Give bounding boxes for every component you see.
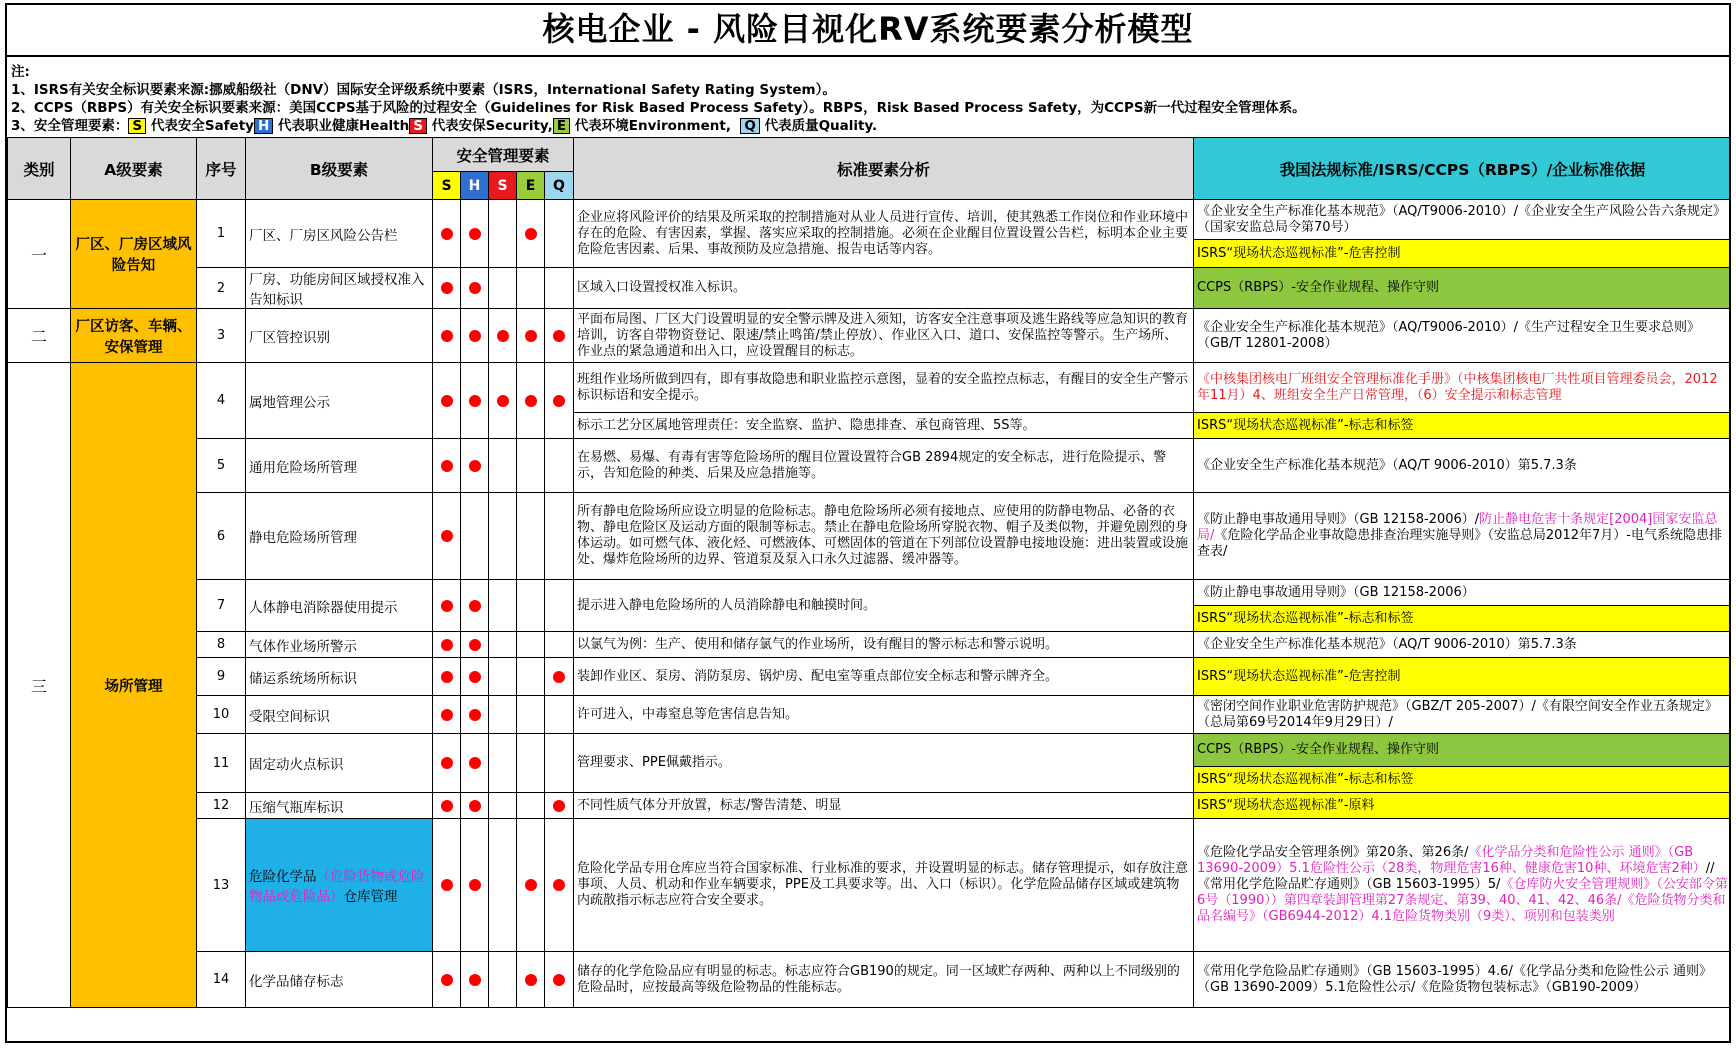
category-label: 二	[8, 309, 71, 363]
mgmt-cell	[433, 363, 461, 439]
mgmt-cell	[545, 819, 574, 952]
analysis-text: 储存的化学危险品应有明显的标志。标志应符合GB190的规定。同一区域贮存两种、两种以上不同级别的危险品时，应按最高等级危险物品的性能标志。	[574, 952, 1194, 1008]
basis-part-4: 《仓库防火安全管理规则》（公安部令第6号（1990））第四章装卸管理第27条规定、第39、40、41、42、46条/《危险货物分类和品名编号》（GB6944-2012）4.1危险货物类别（9类）、项别和包装类别	[1197, 877, 1728, 924]
mgmt-cell	[517, 309, 545, 363]
basis-text: 《中核集团核电厂班组安全管理标准化手册》（中核集团核电厂共性项目管理委员会，2012年11月）4、班组安全生产日常管理，（6）安全提示和标志管理	[1194, 363, 1731, 413]
red-dot-icon	[553, 800, 565, 812]
mgmt-cell	[461, 200, 489, 268]
basis-text: ISRS“现场状态巡视标准”-危害控制	[1194, 658, 1731, 696]
mgmt-cell	[489, 952, 517, 1008]
mgmt-cell	[545, 439, 574, 493]
red-dot-icon	[525, 228, 537, 240]
b-element: 受限空间标识	[246, 696, 433, 734]
table-row	[8, 952, 1732, 1008]
row-number: 3	[197, 309, 246, 363]
notes	[7, 57, 1729, 137]
analysis-text: 管理要求、PPE佩戴指示。	[574, 734, 1194, 793]
analysis-text: 平面布局图、厂区大门设置明显的安全警示牌及进入须知，访客安全注意事项及逃生路线等应急知识的教育培训，访客自带物资登记、限速/禁止鸣笛/禁止停放）、作业区入口、道口、安保监控等警示。生产场所、作业点的紧急通道和出入口，应设置醒目的标志。	[574, 309, 1194, 363]
legend-text-security: 代表安保Security,	[431, 118, 553, 134]
mgmt-cell	[461, 580, 489, 632]
mgmt-cell	[517, 658, 545, 696]
mgmt-cell	[545, 632, 574, 658]
table-row	[8, 363, 1732, 413]
red-dot-icon	[469, 282, 481, 294]
basis-text: 《常用化学危险品贮存通则》（GB 15603-1995）4.6/《化学品分类和危险性公示 通则》（GB 13690-2009）5.1危险性公示/《危险货物包装标志》（GB190-2009）	[1194, 952, 1731, 1008]
mgmt-cell	[517, 819, 545, 952]
table-row	[8, 793, 1732, 819]
row-number: 11	[197, 734, 246, 793]
table-row	[8, 696, 1732, 734]
red-dot-icon	[441, 330, 453, 342]
b-element-part-2: （危险货物或危险物品或危险品）	[249, 869, 425, 905]
mgmt-cell	[433, 658, 461, 696]
row-number: 14	[197, 952, 246, 1008]
red-dot-icon	[441, 395, 453, 407]
mgmt-cell	[545, 493, 574, 580]
mgmt-cell	[545, 580, 574, 632]
mgmt-cell	[517, 363, 545, 439]
legend-text-health: 代表职业健康Health	[277, 118, 410, 134]
legend-text-safety: 代表安全Safety	[150, 118, 254, 134]
red-dot-icon	[469, 460, 481, 472]
mgmt-cell	[489, 439, 517, 493]
b-element-part-3: 仓库管理	[343, 889, 398, 905]
mgmt-cell	[545, 363, 574, 439]
b-element: 压缩气瓶库标识	[246, 793, 433, 819]
table-row	[8, 580, 1732, 606]
basis-text: CCPS（RBPS）-安全作业规程、操作守则	[1194, 268, 1731, 309]
notes-line-1: 1、ISRS有关安全标识要素来源:挪威船级社（DNV）国际安全评级系统中要素（ISRS，International Safety Rating System）。	[11, 82, 836, 98]
red-dot-icon	[441, 530, 453, 542]
header-code-q: Q	[545, 172, 574, 200]
b-element: 气体作业场所警示	[246, 632, 433, 658]
row-marker	[5, 625, 7, 647]
category-label: 一	[8, 200, 71, 309]
red-dot-icon	[553, 974, 565, 986]
red-dot-icon	[553, 330, 565, 342]
row-number: 7	[197, 580, 246, 632]
mgmt-cell	[461, 952, 489, 1008]
red-dot-icon	[469, 757, 481, 769]
mgmt-cell	[489, 819, 517, 952]
red-dot-icon	[441, 974, 453, 986]
b-element: 厂区、厂房区风险公告栏	[246, 200, 433, 268]
analysis-text: 班组作业场所做到四有，即有事故隐患和职业监控示意图，显着的安全监控点标志，有醒目的安全生产警示标识标语和安全提示。	[574, 363, 1194, 413]
mgmt-cell	[433, 819, 461, 952]
red-dot-icon	[469, 228, 481, 240]
red-dot-icon	[441, 228, 453, 240]
legend-code-quality: Q	[740, 118, 759, 134]
mgmt-cell	[433, 793, 461, 819]
b-element: 厂区管控识别	[246, 309, 433, 363]
red-dot-icon	[497, 395, 509, 407]
b-element: 静电危险场所管理	[246, 493, 433, 580]
header-category: 类别	[8, 138, 71, 200]
legend-text-quality: 代表质量Quality.	[764, 118, 878, 134]
mgmt-cell	[517, 580, 545, 632]
basis-text: 《密闭空间作业职业危害防护规范》（GBZ/T 205-2007）/《有限空间安全作业五条规定》（总局第69号2014年9月29日）/	[1194, 696, 1731, 734]
red-dot-icon	[469, 395, 481, 407]
red-dot-icon	[553, 671, 565, 683]
mgmt-cell	[489, 793, 517, 819]
mgmt-cell	[489, 632, 517, 658]
row-number: 5	[197, 439, 246, 493]
row-number: 13	[197, 819, 246, 952]
legend-text-environment: 代表环境Environment,	[574, 118, 731, 134]
mgmt-cell	[517, 493, 545, 580]
row-number: 2	[197, 268, 246, 309]
basis-text: 《防止静电事故通用导则》（GB 12158-2006）	[1194, 580, 1731, 606]
element-table	[7, 137, 1731, 1008]
red-dot-icon	[469, 671, 481, 683]
header-code-e: E	[517, 172, 545, 200]
basis-text	[1194, 493, 1731, 580]
mgmt-cell	[461, 493, 489, 580]
b-element: 人体静电消除器使用提示	[246, 580, 433, 632]
spreadsheet	[5, 3, 1731, 1043]
basis-part-1: 《防止静电事故通用导则》（GB 12158-2006）/	[1197, 512, 1480, 527]
header-basis: 我国法规标准/ISRS/CCPS（RBPS）/企业标准依据	[1194, 138, 1731, 200]
legend-code-security: S	[409, 118, 427, 134]
basis-part-3: //《常用化学危险品贮存通则》（GB 15603-1995）5/	[1197, 861, 1715, 892]
mgmt-cell	[517, 793, 545, 819]
row-number: 12	[197, 793, 246, 819]
basis-part-3: 《危险化学品企业事故隐患排查治理实施导则》（安监总局2012年7月）-电气系统隐患排查表/	[1197, 528, 1722, 559]
mgmt-cell	[517, 632, 545, 658]
legend-code-safety: S	[128, 118, 146, 134]
red-dot-icon	[525, 395, 537, 407]
basis-part-2: 防止静电危害十条规定[2004]国家安监总局/	[1197, 512, 1718, 543]
legend-code-health: H	[254, 118, 273, 134]
red-dot-icon	[469, 600, 481, 612]
mgmt-cell	[489, 268, 517, 309]
analysis-text: 区域入口设置授权准入标识。	[574, 268, 1194, 309]
table-row	[8, 309, 1732, 363]
analysis-text: 许可进入，中毒窒息等危害信息告知。	[574, 696, 1194, 734]
mgmt-cell	[517, 952, 545, 1008]
red-dot-icon	[441, 879, 453, 891]
red-dot-icon	[441, 757, 453, 769]
mgmt-cell	[489, 493, 517, 580]
red-dot-icon	[441, 639, 453, 651]
legend-code-environment: E	[553, 118, 570, 134]
b-element: 固定动火点标识	[246, 734, 433, 793]
mgmt-cell	[461, 309, 489, 363]
basis-text	[1194, 819, 1731, 952]
mgmt-cell	[545, 658, 574, 696]
red-dot-icon	[525, 879, 537, 891]
table-row	[8, 268, 1732, 309]
table-row	[8, 439, 1732, 493]
b-element: 储运系统场所标识	[246, 658, 433, 696]
red-dot-icon	[469, 330, 481, 342]
mgmt-cell	[489, 658, 517, 696]
mgmt-cell	[545, 696, 574, 734]
mgmt-cell	[461, 632, 489, 658]
basis-text: CCPS（RBPS）-安全作业规程、操作守则	[1194, 734, 1731, 767]
table-row	[8, 493, 1732, 580]
table-row	[8, 200, 1732, 240]
mgmt-cell	[461, 734, 489, 793]
mgmt-cell	[433, 268, 461, 309]
mgmt-cell	[433, 309, 461, 363]
mgmt-cell	[433, 632, 461, 658]
mgmt-cell	[433, 200, 461, 268]
red-dot-icon	[553, 879, 565, 891]
mgmt-cell	[433, 439, 461, 493]
mgmt-cell	[517, 200, 545, 268]
b-element-part-1: 危险化学品	[249, 869, 317, 885]
mgmt-cell	[433, 734, 461, 793]
basis-text: ISRS“现场状态巡视标准”-标志和标签	[1194, 606, 1731, 632]
mgmt-cell	[461, 268, 489, 309]
mgmt-cell	[489, 734, 517, 793]
header-b-element: B级要素	[246, 138, 433, 200]
basis-text: ISRS“现场状态巡视标准”-危害控制	[1194, 240, 1731, 268]
header-code-h: H	[461, 172, 489, 200]
mgmt-cell	[517, 696, 545, 734]
page-title: 核电企业 - 风险目视化RV系统要素分析模型	[7, 5, 1729, 57]
analysis-text: 以氯气为例：生产、使用和储存氯气的作业场所，设有醒目的警示标志和警示说明。	[574, 632, 1194, 658]
a-element: 场所管理	[71, 363, 197, 1008]
analysis-text: 企业应将风险评价的结果及所采取的控制措施对从业人员进行宣传、培训，使其熟悉工作岗位和作业环境中存在的危险、有害因素，掌握、落实应采取的控制措施。必须在企业醒目位置设置公告栏，标明本企业主要危险危害因素、后果、事故预防及应急措施、报告电话等内容。	[574, 200, 1194, 268]
mgmt-cell	[517, 439, 545, 493]
mgmt-cell	[433, 493, 461, 580]
header-analysis: 标准要素分析	[574, 138, 1194, 200]
red-dot-icon	[497, 330, 509, 342]
mgmt-cell	[545, 268, 574, 309]
analysis-text: 不同性质气体分开放置，标志/警告清楚、明显	[574, 793, 1194, 819]
red-dot-icon	[525, 974, 537, 986]
a-element: 厂区、厂房区域风险告知	[71, 200, 197, 309]
mgmt-cell	[489, 363, 517, 439]
basis-part-1: 《危险化学品安全管理条例》第20条、第26条/	[1197, 845, 1469, 860]
mgmt-cell	[433, 696, 461, 734]
mgmt-cell	[517, 268, 545, 309]
mgmt-cell	[461, 696, 489, 734]
basis-part-2: 《化学品分类和危险性公示 通则》（GB 13690-2009）5.1危险性公示（28类，物理危害16种、健康危害10种、环境危害2种）	[1197, 845, 1706, 876]
analysis-text: 提示进入静电危险场所的人员消除静电和触摸时间。	[574, 580, 1194, 632]
analysis-text: 装卸作业区、泵房、消防泵房、锅炉房、配电室等重点部位安全标志和警示牌齐全。	[574, 658, 1194, 696]
mgmt-cell	[545, 952, 574, 1008]
b-element: 化学品储存标志	[246, 952, 433, 1008]
basis-text: 《企业安全生产标准化基本规范》（AQ/T 9006-2010）第5.7.3条	[1194, 439, 1731, 493]
b-element: 厂房、功能房间区域授权准入告知标识	[246, 268, 433, 309]
mgmt-cell	[489, 200, 517, 268]
red-dot-icon	[469, 709, 481, 721]
mgmt-cell	[461, 363, 489, 439]
mgmt-cell	[461, 658, 489, 696]
red-dot-icon	[469, 800, 481, 812]
analysis-text-2: 标示工艺分区属地管理责任：安全监察、监护、隐患排查、承包商管理、5S等。	[574, 413, 1194, 439]
notes-line-2: 2、CCPS（RBPS）有关安全标识要素来源：美国CCPS基于风险的过程安全（Guidelines for Risk Based Process Safety）。RBPS，Risk Based Process Safety，为CCPS新一代过程安全管理体系。	[11, 100, 1306, 116]
mgmt-cell	[461, 819, 489, 952]
row-number: 6	[197, 493, 246, 580]
row-number: 8	[197, 632, 246, 658]
b-element	[246, 819, 433, 952]
a-element: 厂区访客、车辆、安保管理	[71, 309, 197, 363]
header-code-security: S	[489, 172, 517, 200]
red-dot-icon	[553, 395, 565, 407]
analysis-text: 危险化学品专用仓库应当符合国家标准、行业标准的要求，并设置明显的标志。储存管理提示，如存放注意事项、人员、机动和作业车辆要求，PPE及工具要求等。出、入口（标识）。化学危险品储存区域或建筑物内疏散指示标志应符合安全要求。	[574, 819, 1194, 952]
header-seq: 序号	[197, 138, 246, 200]
mgmt-cell	[433, 580, 461, 632]
mgmt-cell	[545, 200, 574, 268]
header-code-s: S	[433, 172, 461, 200]
b-element: 通用危险场所管理	[246, 439, 433, 493]
row-number: 4	[197, 363, 246, 439]
notes-heading: 注:	[11, 64, 30, 80]
red-dot-icon	[525, 330, 537, 342]
red-dot-icon	[469, 879, 481, 891]
basis-text: 《企业安全生产标准化基本规范》（AQ/T 9006-2010）第5.7.3条	[1194, 632, 1731, 658]
row-number: 10	[197, 696, 246, 734]
red-dot-icon	[441, 460, 453, 472]
table-row	[8, 819, 1732, 952]
table-row	[8, 734, 1732, 767]
mgmt-cell	[461, 793, 489, 819]
basis-text: ISRS“现场状态巡视标准”-原料	[1194, 793, 1731, 819]
analysis-text: 所有静电危险场所应设立明显的危险标志。静电危险场所必须有接地点、应使用的防静电物品、必备的衣物、静电危险区及运动方面的限制等标志。禁止在静电危险场所穿脱衣物、帽子及类似物，并避免剧烈的身体运动。如可燃气体、液化烃、可燃液体、可燃固体的管道在下列部位设置静电接地设施：进出装置或设施处、爆炸危险场所的边界、管道泵及泵入口永久过滤器、缓冲器等。	[574, 493, 1194, 580]
category-label: 三	[8, 363, 71, 1008]
red-dot-icon	[441, 282, 453, 294]
mgmt-cell	[433, 952, 461, 1008]
red-dot-icon	[469, 974, 481, 986]
red-dot-icon	[441, 671, 453, 683]
analysis-text: 在易燃、易爆、有毒有害等危险场所的醒目位置设置符合GB 2894规定的安全标志，进行危险提示、警示，告知危险的种类、后果及应急措施等。	[574, 439, 1194, 493]
red-dot-icon	[469, 639, 481, 651]
basis-text: ISRS“现场状态巡视标准”-标志和标签	[1194, 767, 1731, 793]
header-mgmt: 安全管理要素	[433, 138, 574, 172]
notes-line-3	[11, 117, 1729, 135]
b-element: 属地管理公示	[246, 363, 433, 439]
mgmt-cell	[489, 696, 517, 734]
mgmt-cell	[517, 734, 545, 793]
notes-line-3-prefix: 3、安全管理要素：	[11, 118, 129, 134]
row-number: 9	[197, 658, 246, 696]
row-number: 1	[197, 200, 246, 268]
basis-text: 《企业安全生产标准化基本规范》（AQ/T9006-2010）/《生产过程安全卫生要求总则》（GB/T 12801-2008）	[1194, 309, 1731, 363]
table-row	[8, 658, 1732, 696]
red-dot-icon	[441, 600, 453, 612]
mgmt-cell	[545, 793, 574, 819]
mgmt-cell	[489, 309, 517, 363]
mgmt-cell	[545, 309, 574, 363]
mgmt-cell	[489, 580, 517, 632]
red-dot-icon	[441, 709, 453, 721]
basis-text: ISRS“现场状态巡视标准”-标志和标签	[1194, 413, 1731, 439]
mgmt-cell	[461, 439, 489, 493]
header-a-element: A级要素	[71, 138, 197, 200]
table-row	[8, 632, 1732, 658]
red-dot-icon	[441, 800, 453, 812]
mgmt-cell	[545, 734, 574, 793]
basis-text: 《企业安全生产标准化基本规范》（AQ/T9006-2010）/《企业安全生产风险公告六条规定》（国家安监总局令第70号）	[1194, 200, 1731, 240]
